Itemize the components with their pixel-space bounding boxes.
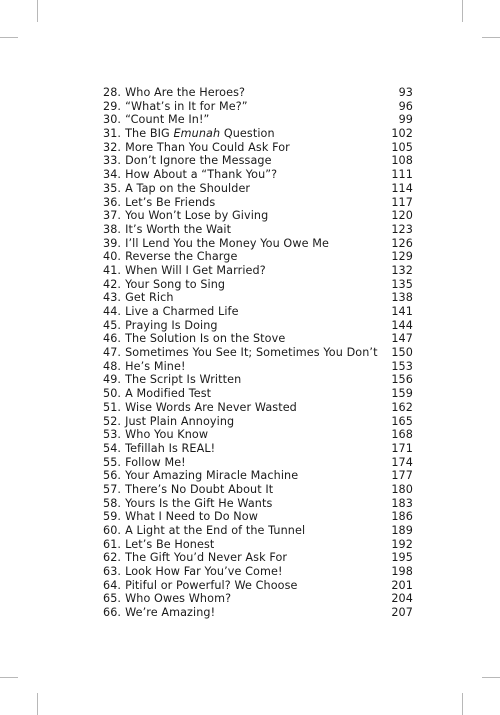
crop-mark <box>462 0 463 22</box>
crop-mark <box>462 693 463 715</box>
chapter-title: The Gift You’d Never Ask For <box>125 551 288 565</box>
page-number: 159 <box>391 387 413 401</box>
toc-entry-label <box>103 86 245 100</box>
page-number: 207 <box>391 606 413 620</box>
chapter-title: A Tap on the Shoulder <box>125 181 251 195</box>
chapter-number: 56. <box>103 469 122 483</box>
chapter-number: 35. <box>103 181 122 195</box>
chapter-number: 52. <box>103 414 122 428</box>
chapter-number: 53. <box>103 428 122 442</box>
toc-entry-label <box>103 579 298 593</box>
chapter-number: 28. <box>103 86 122 99</box>
toc-entry-label <box>103 524 305 538</box>
page-number: 201 <box>391 578 413 592</box>
chapter-number: 41. <box>103 263 122 277</box>
chapter-number: 34. <box>103 168 122 182</box>
toc-entry-label <box>103 565 283 579</box>
page-number: 117 <box>391 195 413 209</box>
page-number: 129 <box>391 250 413 264</box>
chapter-title: Don’t Ignore the Message <box>125 154 272 168</box>
toc-entry <box>103 346 413 360</box>
page-number: 135 <box>391 277 413 291</box>
chapter-number: 32. <box>103 140 122 154</box>
toc-entry-label <box>103 346 378 360</box>
chapter-number: 65. <box>103 592 122 606</box>
toc-entry-label <box>103 469 298 483</box>
chapter-number: 37. <box>103 209 122 223</box>
chapter-title: What I Need to Do Now <box>125 510 258 524</box>
toc-entry-label <box>103 551 287 565</box>
toc-entry <box>103 469 413 483</box>
chapter-title: There’s No Doubt About It <box>125 482 274 496</box>
chapter-title: The Script Is Written <box>125 373 242 387</box>
toc-entry <box>103 278 413 292</box>
toc-entry <box>103 319 413 333</box>
chapter-number: 42. <box>103 277 122 291</box>
toc-entry-label <box>103 127 275 141</box>
toc-entry <box>103 538 413 552</box>
chapter-title: Follow Me! <box>125 455 186 469</box>
chapter-number: 45. <box>103 318 122 332</box>
toc-entry-label <box>103 592 231 606</box>
toc-entry-label <box>103 360 186 374</box>
chapter-number: 47. <box>103 346 122 360</box>
chapter-title: Your Amazing Miracle Machine <box>125 469 299 483</box>
chapter-title: “What’s in It for Me?” <box>125 99 248 113</box>
toc-entry-label <box>103 456 186 470</box>
page-number: 177 <box>391 469 413 483</box>
chapter-number: 39. <box>103 236 122 250</box>
toc-entry-label <box>103 168 277 182</box>
chapter-title: Your Song to Sing <box>125 277 226 291</box>
chapter-title: Wise Words Are Never Wasted <box>125 400 297 414</box>
chapter-title: Tefillah Is REAL! <box>125 441 216 455</box>
toc-entry-label <box>103 264 266 278</box>
toc-entry <box>103 154 413 168</box>
toc-entry-label <box>103 510 258 524</box>
toc-entry-label <box>103 196 215 210</box>
toc-entry-label <box>103 237 329 251</box>
page-number: 174 <box>391 455 413 469</box>
toc-entry-label <box>103 387 211 401</box>
chapter-title: Reverse the Charge <box>125 250 238 264</box>
page-number: 114 <box>391 181 413 195</box>
toc-entry-label <box>103 415 234 429</box>
page-number: 141 <box>391 305 413 318</box>
toc-entry-label <box>103 141 290 155</box>
chapter-title: “Count Me In!” <box>125 113 210 127</box>
toc-entry-label <box>103 291 174 305</box>
chapter-number: 33. <box>103 154 122 168</box>
chapter-number: 55. <box>103 455 122 469</box>
page-number: 162 <box>391 400 413 414</box>
chapter-number: 31. <box>103 127 122 141</box>
toc-entry <box>103 373 413 387</box>
toc-entry <box>103 223 413 237</box>
chapter-number: 54. <box>103 441 122 455</box>
toc-entry <box>103 127 413 141</box>
page-number: 192 <box>391 537 413 551</box>
toc-entry <box>103 428 413 442</box>
toc-entry <box>103 168 413 182</box>
chapter-number: 30. <box>103 113 122 127</box>
chapter-number: 61. <box>103 537 122 551</box>
page-number: 186 <box>391 510 413 524</box>
page-number: 108 <box>391 154 413 168</box>
chapter-number: 50. <box>103 387 122 401</box>
chapter-number: 64. <box>103 578 122 592</box>
toc-entry-label <box>103 154 272 168</box>
chapter-number: 40. <box>103 250 122 264</box>
chapter-title: Just Plain Annoying <box>125 414 235 428</box>
chapter-title: Look How Far You’ve Come! <box>125 565 283 579</box>
page-number: 153 <box>391 359 413 373</box>
page-number: 147 <box>391 332 413 346</box>
page-number: 204 <box>391 592 413 606</box>
chapter-title: When Will I Get Married? <box>125 263 266 277</box>
page-number: 198 <box>391 565 413 579</box>
toc-entry <box>103 565 413 579</box>
toc-entry <box>103 606 413 620</box>
page-number: 126 <box>391 236 413 250</box>
chapter-title: Let’s Be Honest <box>125 537 215 551</box>
toc-entry-label <box>103 442 215 456</box>
toc-entry <box>103 264 413 278</box>
toc-entry-label <box>103 305 239 319</box>
toc-entry-label <box>103 606 215 620</box>
page-number: 93 <box>398 86 413 99</box>
toc-entry <box>103 113 413 127</box>
chapter-title: The Solution Is on the Stove <box>125 332 286 346</box>
toc-entry <box>103 141 413 155</box>
chapter-title: We’re Amazing! <box>125 606 216 620</box>
toc-entry-label <box>103 182 250 196</box>
page-number: 168 <box>391 428 413 442</box>
chapter-title: Who Are the Heroes? <box>125 86 246 99</box>
toc-entry <box>103 524 413 538</box>
page-number: 102 <box>391 127 413 141</box>
toc-entry-label <box>103 428 208 442</box>
chapter-title: You Won’t Lose by Giving <box>125 209 269 223</box>
chapter-title: A Modified Test <box>125 387 212 401</box>
toc-entry <box>103 401 413 415</box>
toc-entry <box>103 332 413 346</box>
page-number: 123 <box>391 222 413 236</box>
chapter-title: Who Owes Whom? <box>125 592 232 606</box>
toc-entry <box>103 442 413 456</box>
chapter-number: 58. <box>103 496 122 510</box>
crop-mark <box>37 693 38 715</box>
page-number: 111 <box>391 168 413 182</box>
chapter-number: 62. <box>103 551 122 565</box>
chapter-number: 43. <box>103 291 122 305</box>
toc-entry <box>103 360 413 374</box>
page-number: 105 <box>391 140 413 154</box>
toc-entry <box>103 579 413 593</box>
chapter-number: 57. <box>103 482 122 496</box>
chapter-number: 29. <box>103 99 122 113</box>
chapter-number: 48. <box>103 359 122 373</box>
chapter-title: It’s Worth the Wait <box>125 222 232 236</box>
page-number: 132 <box>391 263 413 277</box>
page-number: 156 <box>391 373 413 387</box>
page-number: 99 <box>398 113 413 127</box>
toc-entry <box>103 209 413 223</box>
toc-entry-label <box>103 497 272 511</box>
page-number: 195 <box>391 551 413 565</box>
toc-entry <box>103 196 413 210</box>
toc-entry-label <box>103 332 285 346</box>
chapter-title: Praying Is Doing <box>125 318 218 332</box>
chapter-number: 44. <box>103 305 122 318</box>
page-number: 171 <box>391 441 413 455</box>
toc-entry <box>103 250 413 264</box>
chapter-title: How About a “Thank You”? <box>125 168 278 182</box>
chapter-title: Yours Is the Gift He Wants <box>125 496 273 510</box>
toc-entry <box>103 456 413 470</box>
toc-entry <box>103 592 413 606</box>
page-number: 96 <box>398 99 413 113</box>
toc-entry <box>103 305 413 319</box>
toc-entry-label <box>103 223 231 237</box>
toc-entry-label <box>103 250 237 264</box>
toc-entry <box>103 86 413 100</box>
toc-entry-label <box>103 278 225 292</box>
chapter-number: 51. <box>103 400 122 414</box>
chapter-title: A Light at the End of the Tunnel <box>125 524 306 537</box>
chapter-number: 63. <box>103 565 122 579</box>
chapter-number: 49. <box>103 373 122 387</box>
toc-entry <box>103 100 413 114</box>
toc-entry <box>103 182 413 196</box>
toc-entry-label <box>103 401 297 415</box>
chapter-number: 38. <box>103 222 122 236</box>
chapter-title: Live a Charmed Life <box>125 305 239 318</box>
table-of-contents <box>103 86 413 620</box>
chapter-title: Sometimes You See It; Sometimes You Don’t <box>125 346 378 360</box>
crop-mark <box>0 37 18 38</box>
page-number: 138 <box>391 291 413 305</box>
crop-mark <box>482 37 500 38</box>
toc-entry <box>103 415 413 429</box>
toc-entry <box>103 291 413 305</box>
toc-entry-label <box>103 373 241 387</box>
chapter-number: 66. <box>103 606 122 620</box>
toc-entry-label <box>103 209 268 223</box>
toc-entry-label <box>103 100 248 114</box>
page-number: 183 <box>391 496 413 510</box>
chapter-title: The BIG Emunah Question <box>125 127 275 141</box>
chapter-title: Get Rich <box>125 291 174 305</box>
toc-entry <box>103 551 413 565</box>
chapter-title: He’s Mine! <box>125 359 186 373</box>
page-number: 180 <box>391 482 413 496</box>
chapter-title: Who You Know <box>125 428 209 442</box>
toc-entry-label <box>103 483 273 497</box>
chapter-title: Let’s Be Friends <box>125 195 216 209</box>
toc-entry-label <box>103 319 218 333</box>
toc-entry-label <box>103 538 214 552</box>
chapter-number: 46. <box>103 332 122 346</box>
page-number: 189 <box>391 524 413 537</box>
toc-entry <box>103 497 413 511</box>
chapter-title: I’ll Lend You the Money You Owe Me <box>125 236 329 250</box>
toc-entry <box>103 483 413 497</box>
toc-entry <box>103 510 413 524</box>
chapter-title: Pitiful or Powerful? We Choose <box>125 578 298 592</box>
chapter-number: 60. <box>103 524 122 537</box>
toc-entry <box>103 387 413 401</box>
crop-mark <box>482 677 500 678</box>
chapter-number: 59. <box>103 510 122 524</box>
toc-entry-label <box>103 113 209 127</box>
chapter-title: More Than You Could Ask For <box>125 140 290 154</box>
toc-entry <box>103 237 413 251</box>
page-number: 144 <box>391 318 413 332</box>
crop-mark <box>0 677 18 678</box>
crop-mark <box>37 0 38 22</box>
chapter-number: 36. <box>103 195 122 209</box>
page-number: 120 <box>391 209 413 223</box>
page-number: 150 <box>391 346 413 360</box>
page-number: 165 <box>391 414 413 428</box>
